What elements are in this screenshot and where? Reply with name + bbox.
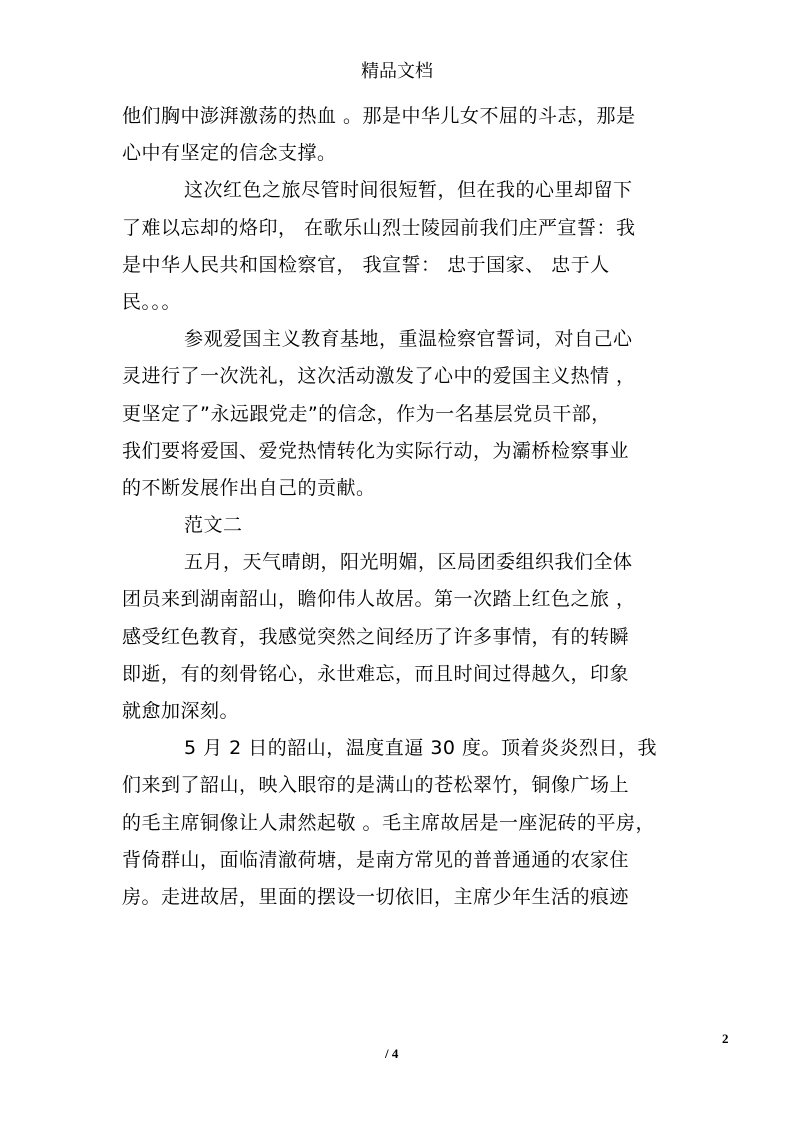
page-total: / 4 (385, 1046, 399, 1061)
text-line: 五月，天气晴朗，阳光明媚，区局团委组织我们全体 (184, 551, 633, 574)
text-line: 们来到了韶山，映入眼帘的是满山的苍松翠竹，铜像广场上 (122, 774, 630, 797)
text-line: 背倚群山，面临清澈荷塘，是南方常见的普普通通的农家住 (122, 848, 630, 871)
page-number: 2 (722, 1031, 729, 1046)
text-line: 我们要将爱国、爱党热情转化为实际行动，为灞桥检察事业 (122, 439, 630, 462)
text-line: 团员来到湖南韶山，瞻仰伟人故居。第一次踏上红色之旅 ， (122, 588, 636, 611)
text-line: 的不断发展作出自己的贡献。 (122, 476, 376, 499)
text-line: 更坚定了”永远跟党走”的信念，作为一名基层党员干部， (122, 402, 611, 425)
text-line: 这次红色之旅尽管时间很短暂，但在我的心里却留下 (184, 179, 633, 202)
text-line: 就愈加深刻。 (122, 700, 240, 722)
text-line: 了难以忘却的烙印， 在歌乐山烈士陵园前我们庄严宣誓：我 (122, 216, 636, 239)
text-line: 房。走进故居，里面的摆设一切依旧，主席少年生活的痕迹 (122, 885, 630, 908)
text-line: 即逝，有的刻骨铭心，永世难忘，而且时间过得越久，印象 (122, 662, 630, 685)
text-line: 的毛主席铜像让人肃然起敬 。毛主席故居是一座泥砖的平房， (122, 811, 656, 834)
text-line: 灵进行了一次洗礼，这次活动激发了心中的爱国主义热情 ， (122, 365, 636, 388)
text-line: 感受红色教育，我感觉突然之间经历了许多事情，有的转瞬 (122, 625, 630, 648)
text-line: 他们胸中澎湃激荡的热血 。那是中华儿女不屈的斗志，那是 (122, 105, 636, 127)
document-body (122, 98, 674, 916)
text-line: 5 月 2 日的韶山，温度直逼 30 度。顶着炎炎烈日，我 (184, 737, 658, 760)
text-line: 范文二 (184, 514, 243, 537)
text-line: 心中有坚定的信念支撑。 (122, 142, 337, 165)
text-line: 是中华人民共和国检察官， 我宣誓： 忠于国家、 忠于人 (122, 253, 610, 276)
document-header: 精品文档 (361, 61, 433, 82)
text-line: 参观爱国主义教育基地，重温检察官誓词，对自己心 (184, 328, 633, 351)
text-line: 民。。。 (122, 290, 182, 313)
